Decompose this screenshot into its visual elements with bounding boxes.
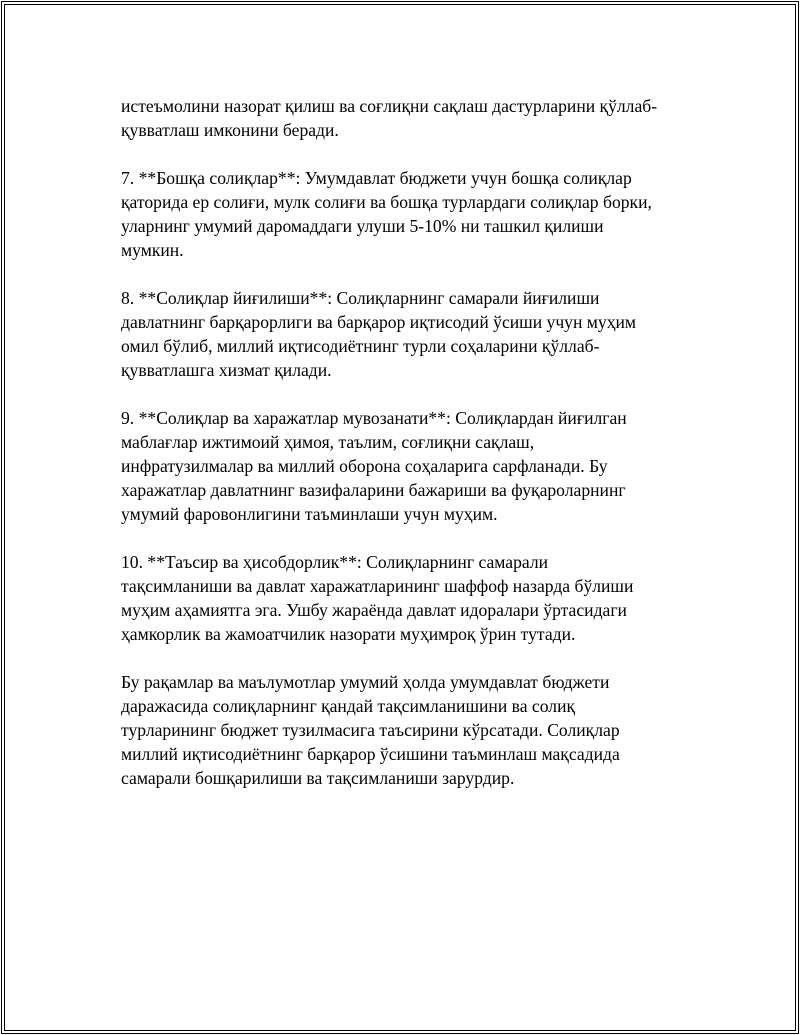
text-line: турларининг бюджет тузилмасига таъсирини кўрсатади. Солиқлар xyxy=(121,720,620,740)
text-line: қувватлашга хизмат қилади. xyxy=(121,360,332,380)
paragraph-item-8 xyxy=(121,286,681,382)
paragraph-item-10 xyxy=(121,550,681,646)
text-line: 8. **Солиқлар йиғилиши**: Солиқларнинг самарали йиғилиши xyxy=(121,288,600,308)
text-line: истеъмолини назорат қилиш ва соғлиқни сақлаш дастурларини қўллаб- xyxy=(121,96,658,116)
text-line: Бу рақамлар ва маълумотлар умумий ҳолда умумдавлат бюджети xyxy=(121,672,610,692)
paragraph-continuation xyxy=(121,94,681,142)
text-line: миллий иқтисодиётнинг барқарор ўсишини таъминлаш мақсадида xyxy=(121,744,620,764)
text-line: омил бўлиб, миллий иқтисодиётнинг турли соҳаларини қўллаб- xyxy=(121,336,600,356)
text-line: маблағлар ижтимоий ҳимоя, таълим, соғлиқни сақлаш, xyxy=(121,432,535,452)
text-line: қаторида ер солиғи, мулк солиғи ва бошқа турлардаги солиқлар борки, xyxy=(121,192,652,212)
text-line: 9. **Солиқлар ва харажатлар мувозанати**: Солиқлардан йиғилган xyxy=(121,408,627,428)
paragraph-item-7 xyxy=(121,166,681,262)
document-body xyxy=(121,94,681,814)
text-line: уларнинг умумий даромаддаги улуши 5-10% ни ташкил қилиши xyxy=(121,216,604,236)
text-line: харажатлар давлатнинг вазифаларини бажариши ва фуқароларнинг xyxy=(121,480,626,500)
text-line: умумий фаровонлигини таъминлаши учун муҳим. xyxy=(121,504,498,524)
text-line: самарали бошқарилиши ва тақсимланиши зарурдир. xyxy=(121,768,515,788)
text-line: инфратузилмалар ва миллий оборона соҳаларига сарфланади. Бу xyxy=(121,456,608,476)
text-line: давлатнинг барқарорлиги ва барқарор иқтисодий ўсиши учун муҳим xyxy=(121,312,637,332)
paragraph-item-9 xyxy=(121,406,681,526)
text-line: даражасида солиқларнинг қандай тақсимланишини ва солиқ xyxy=(121,696,576,716)
text-line: тақсимланиши ва давлат харажатларининг шаффоф назарда бўлиши xyxy=(121,576,634,596)
page-frame xyxy=(1,1,799,1034)
text-line: қувватлаш имконини беради. xyxy=(121,120,339,140)
text-line: ҳамкорлик ва жамоатчилик назорати муҳимроқ ўрин тутади. xyxy=(121,624,576,644)
text-line: муҳим аҳамиятга эга. Ушбу жараёнда давлат идоралари ўртасидаги xyxy=(121,600,627,620)
text-line: 10. **Таъсир ва ҳисобдорлик**: Солиқларнинг самарали xyxy=(121,552,549,572)
text-line: 7. **Бошқа солиқлар**: Умумдавлат бюджети учун бошқа солиқлар xyxy=(121,168,632,188)
paragraph-conclusion xyxy=(121,670,681,790)
text-line: мумкин. xyxy=(121,240,184,260)
